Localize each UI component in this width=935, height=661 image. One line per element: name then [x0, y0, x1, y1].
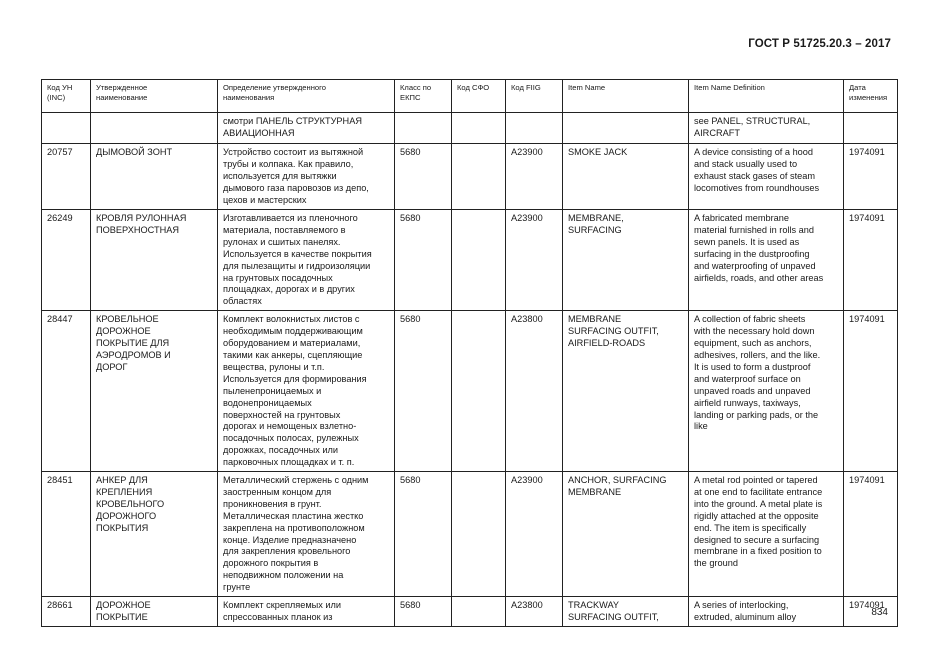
cell-definition-en: A series of interlocking, extruded, aluminum alloy [689, 597, 844, 627]
cell-inc: 20757 [42, 144, 91, 210]
cell-fiig: A23900 [506, 472, 563, 597]
cell-date: 1974091 [844, 311, 898, 472]
cell-definition-ru: смотри ПАНЕЛЬ СТРУКТУРНАЯ АВИАЦИОННАЯ [218, 113, 395, 144]
cell-item-name: MEMBRANE SURFACING OUTFIT, AIRFIELD-ROADS [563, 311, 689, 472]
cell-sfo [452, 597, 506, 627]
cell-item-name: TRACKWAY SURFACING OUTFIT, [563, 597, 689, 627]
cell-sfo [452, 113, 506, 144]
cell-name-ru: КРОВЕЛЬНОЕ ДОРОЖНОЕ ПОКРЫТИЕ ДЛЯ АЭРОДРОМОВ И ДОРОГ [91, 311, 218, 472]
cell-date: 1974091 [844, 472, 898, 597]
cell-class: 5680 [395, 311, 452, 472]
cell-definition-en: A metal rod pointed or tapered at one end to facilitate entrance into the ground. A metal plate is rigidly attached at the opposite end. The item is specifically designed to secure a surfacing membrane in a fixed position to the ground [689, 472, 844, 597]
cell-class: 5680 [395, 144, 452, 210]
table-row [42, 210, 898, 311]
cell-inc: 28447 [42, 311, 91, 472]
header-row [42, 80, 898, 113]
table-row [42, 113, 898, 144]
column-header-change-date: Дата изменения [844, 80, 898, 113]
column-header-fiig-code: Код FIIG [506, 80, 563, 113]
cell-definition-ru: Комплект волокнистых листов с необходимым поддерживающим оборудованием и материалами, такими как анкеры, сцепляющие вещества, рулоны и т.п. Используется для формирования пыленепроницаемых и водонепроницаемых поверхностей на грунтовых дорогах и немощеных взлетно- посадочных полосах, рулежных дорожках, посадочных или парковочных площадках и т. п. [218, 311, 395, 472]
cell-name-ru: ДОРОЖНОЕ ПОКРЫТИЕ [91, 597, 218, 627]
column-header-class: Класс по ЕКПС [395, 80, 452, 113]
column-header-definition-ru: Определение утвержденного наименования [218, 80, 395, 113]
cell-name-ru [91, 113, 218, 144]
cell-fiig: A23800 [506, 597, 563, 627]
cell-item-name: SMOKE JACK [563, 144, 689, 210]
cell-sfo [452, 144, 506, 210]
standard-designation: ГОСТ Р 51725.20.3 – 2017 [748, 38, 891, 50]
cell-definition-ru: Комплект скрепляемых или спрессованных планок из [218, 597, 395, 627]
table-row [42, 472, 898, 597]
cell-inc: 28451 [42, 472, 91, 597]
cell-fiig: A23900 [506, 210, 563, 311]
cell-item-name [563, 113, 689, 144]
cell-fiig: A23800 [506, 311, 563, 472]
cell-item-name: ANCHOR, SURFACING MEMBRANE [563, 472, 689, 597]
table-header [42, 80, 898, 113]
cell-definition-en: A fabricated membrane material furnished in rolls and sewn panels. It is used as surfacing in the dustproofing and waterproofing of unpaved airfields, roads, and other areas [689, 210, 844, 311]
cell-sfo [452, 472, 506, 597]
cell-class [395, 113, 452, 144]
cell-fiig [506, 113, 563, 144]
cell-sfo [452, 210, 506, 311]
cell-definition-ru: Устройство состоит из вытяжной трубы и колпака. Как правило, используется для вытяжки дымового газа паровозов из депо, цехов и мастерских [218, 144, 395, 210]
page-number: 834 [871, 607, 888, 618]
cell-name-ru: КРОВЛЯ РУЛОННАЯ ПОВЕРХНОСТНАЯ [91, 210, 218, 311]
cell-fiig: A23900 [506, 144, 563, 210]
cell-definition-en: A collection of fabric sheets with the necessary hold down equipment, such as anchors, adhesives, rollers, and the like. It is used to form a dustproof and waterproof surface on unpaved roads and unpaved airfield runways, taxiways, landing or parking pads, or the like [689, 311, 844, 472]
column-header-approved-name: Утвержденное наименование [91, 80, 218, 113]
column-header-sfo-code: Код СФО [452, 80, 506, 113]
cell-definition-ru: Металлический стержень с одним заостренным концом для проникновения в грунт. Металлическая пластина жестко закреплена на противоположном конце. Изделие предназначено для закрепления кровельного дорожного покрытия в неподвижном положении на грунте [218, 472, 395, 597]
cell-inc: 28661 [42, 597, 91, 627]
column-header-item-definition: Item Name Definition [689, 80, 844, 113]
cell-definition-en: A device consisting of a hood and stack usually used to exhaust stack gases of steam locomotives from roundhouses [689, 144, 844, 210]
cell-inc: 26249 [42, 210, 91, 311]
cell-definition-en: see PANEL, STRUCTURAL, AIRCRAFT [689, 113, 844, 144]
table-row [42, 144, 898, 210]
cell-item-name: MEMBRANE, SURFACING [563, 210, 689, 311]
cell-sfo [452, 311, 506, 472]
catalog-table [41, 79, 898, 627]
cell-definition-ru: Изготавливается из пленочного материала, поставляемого в рулонах и сшитых панелях. Используется в качестве покрытия для пылезащиты и гидроизоляции на грунтовых посадочных площадках, дорогах и в других областях [218, 210, 395, 311]
cell-date: 1974091 [844, 210, 898, 311]
cell-name-ru: АНКЕР ДЛЯ КРЕПЛЕНИЯ КРОВЕЛЬНОГО ДОРОЖНОГО ПОКРЫТИЯ [91, 472, 218, 597]
cell-date: 1974091 [844, 597, 898, 627]
table-row [42, 597, 898, 627]
cell-inc [42, 113, 91, 144]
cell-name-ru: ДЫМОВОЙ ЗОНТ [91, 144, 218, 210]
cell-date [844, 113, 898, 144]
cell-class: 5680 [395, 210, 452, 311]
column-header-item-name: Item Name [563, 80, 689, 113]
column-header-inc: Код УН (INC) [42, 80, 91, 113]
cell-date: 1974091 [844, 144, 898, 210]
cell-class: 5680 [395, 597, 452, 627]
table-row [42, 311, 898, 472]
cell-class: 5680 [395, 472, 452, 597]
